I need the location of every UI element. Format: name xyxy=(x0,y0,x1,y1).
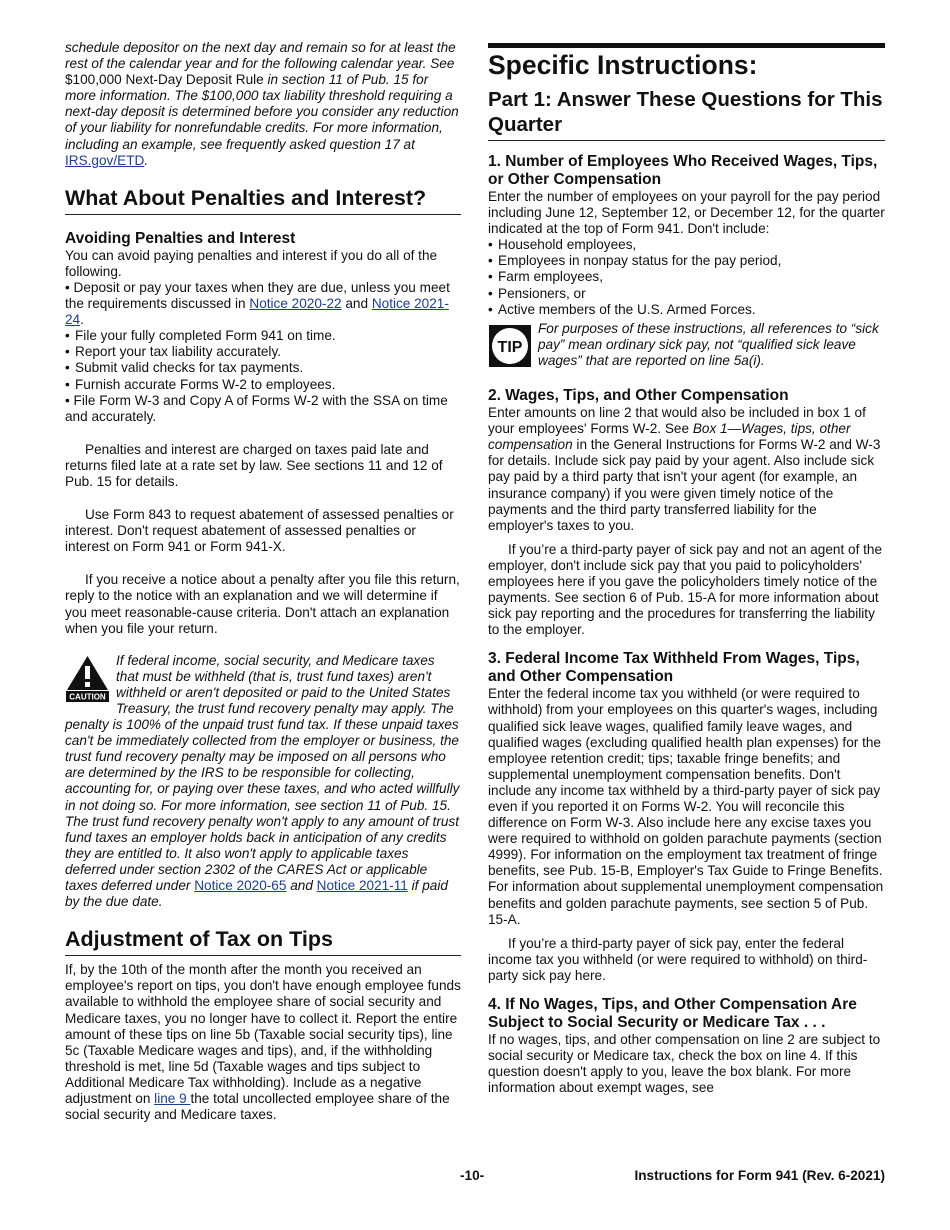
left-column xyxy=(65,40,461,1123)
caution-icon xyxy=(65,654,110,702)
section-3-heading: 3. Federal Income Tax Withheld From Wages, Tips, and Other Compensation xyxy=(488,650,860,686)
line-9-link[interactable]: line 9 xyxy=(154,1090,191,1106)
penalties-paragraph-1: You can avoid paying penalties and interest if you do all of the following. xyxy=(65,247,438,279)
section-1-body: Enter the number of employees on your payroll for the pay period including June 12, September 12, or December 12, for the quarter indicated at the top of Form 941. Don't include: xyxy=(488,189,885,237)
list-item: • Furnish accurate Forms W-2 to employees. xyxy=(65,377,461,393)
caution-label: CAUTION xyxy=(69,692,106,702)
section-2-heading: 2. Wages, Tips, and Other Compensation xyxy=(488,387,789,405)
irs-etd-link[interactable]: IRS.gov/ETD xyxy=(65,152,145,168)
top-rule xyxy=(488,43,885,48)
section-2-body: Enter amounts on line 2 that would also be included in box 1 of your employees' Forms W-2. See Box 1—Wages, tips, other compensation in the General Instructions for Forms W-2 and W-3 for details. Include sick pay paid by your agent. Also include sick pay paid by a third party that isn't your agent (for example, an insurance company) if you were given timely notice of the payments and the third party transferred liability for the employer's taxes to you. xyxy=(488,405,881,533)
notice-2020-65-link[interactable]: Notice 2020-65 xyxy=(194,878,287,894)
list-item: • Employees in nonpay status for the pay period, xyxy=(488,253,885,269)
section-1-heading: 1. Number of Employees Who Received Wages, Tips, or Other Compensation xyxy=(488,153,878,188)
penalties-paragraph-3: Use Form 843 to request abatement of assessed penalties or interest. Don't request abatement of assessed penalties or interest on Form 941 or Form 941-X. xyxy=(65,507,454,555)
tip-label: TIP xyxy=(497,338,523,356)
tip-text: For purposes of these instructions, all references to “sick pay” mean ordinary sick pay, not “qualified sick leave wages” that are reported on line 5a(i). xyxy=(538,320,879,368)
penalties-paragraph-4: If you receive a notice about a penalty after you file this return, reply to the notice with an explanation and we will determine if you meet reasonable-cause criteria. Don't attach an explanation when you file your return. xyxy=(65,572,460,636)
penalties-bullet-deposit: • Deposit or pay your taxes when they are due, unless you meet the requirements discussed in Notice 2020-22 and Notice 2021-24. xyxy=(65,279,450,328)
list-item: • File Form W-3 and Copy A of Forms W-2 with the SSA on time and accurately. xyxy=(65,392,448,424)
notice-2020-22-link[interactable]: Notice 2020-22 xyxy=(249,296,342,312)
section-3-body: Enter the federal income tax you withheld (or were required to withhold) from your employees on this quarter's wages, including qualified sick leave wages, qualified family leave wages, and qualified wages (excluding qualified health plan expenses) for the employee retention credit; tips; taxable fringe benefits; and supplemental unemployment compensation benefits. Don't include any income tax withheld by a third-party payer of sick pay even if you reported it on Forms W-2. You will reconcile this difference on Form W-3. Also include here any excise taxes you were required to withhold on golden parachute payments (section 4999). For information on the employment tax treatment of fringe benefits, see Pub. 15-B, Employer's Tax Guide to Fringe Benefits. For information about supplemental unemployment compensation benefits and golden parachute payments, see section 5 of Pub. 15-A. xyxy=(488,686,884,927)
part-1-heading: Part 1: Answer These Questions for This Quarter xyxy=(488,87,885,141)
intro-paragraph: schedule depositor on the next day and remain so for at least the rest of the calendar year and for the following calendar year. See $100,000 Next-Day Deposit Rule in section 11 of Pub. 15 for more information. The $100,000 tax liability threshold requiring a next-day deposit is determined before you consider any reduction of your liability for nonrefundable credits. For more information, including an example, see frequently asked question 17 at IRS.gov/ETD. xyxy=(65,40,459,168)
right-column xyxy=(488,43,885,1096)
tip-icon xyxy=(488,324,532,368)
caution-text: If federal income, social security, and Medicare taxes that must be withheld (that is, trust fund taxes) aren't withheld or aren't deposited or paid to the United States Treasury, the trust fund recovery penalty may apply. The penalty is 100% of the unpaid trust fund tax. If these unpaid taxes can't be immediately collected from the employer or business, the trust fund recovery penalty may be imposed on all persons who are determined by the IRS to be responsible for collecting, accounting for, or paying over these taxes, and who acted willfully in not doing so. For more information, see section 11 of Pub. 15. The trust fund recovery penalty won't apply to any amount of trust fund taxes an employer holds back in anticipation of any credits they are entitled to. It also won't apply to applicable taxes deferred under section 2302 of the CARES Act or applicable taxes deferred under Notice 2020-65 and Notice 2021-11 if paid by the due date. xyxy=(65,652,460,910)
section-3-paragraph-2: If you’re a third-party payer of sick pay, enter the federal income tax you withheld (or were required to withhold) on third-party sick pay here. xyxy=(488,935,868,983)
list-item: • Active members of the U.S. Armed Forces. xyxy=(488,302,885,318)
list-item: • Household employees, xyxy=(488,237,885,253)
section-4-heading: 4. If No Wages, Tips, and Other Compensation Are Subject to Social Security or Medicare Tax . . . xyxy=(488,996,857,1032)
document-title: Instructions for Form 941 (Rev. 6-2021) xyxy=(634,1168,885,1183)
section-2-paragraph-2: If you’re a third-party payer of sick pay and not an agent of the employer, don't include sick pay that you paid to policyholders' employees here if you gave the policyholders timely notice of the payments. See section 6 of Pub. 15-A for more information about sick pay reporting and the procedures for transferring the liability to the employer. xyxy=(488,541,883,638)
notice-2021-24-link[interactable]: Notice 2021-24 xyxy=(65,296,449,328)
penalties-heading: What About Penalties and Interest? xyxy=(65,186,461,215)
tip-note xyxy=(488,321,885,369)
avoiding-penalties-subheading: Avoiding Penalties and Interest xyxy=(65,229,296,247)
list-item: • Report your tax liability accurately. xyxy=(65,344,461,360)
tips-adjustment-paragraph: If, by the 10th of the month after the month you received an employee's report on tips, you don't have enough employee funds available to withhold the employee share of social security and Medicare taxes, you no longer have to collect it. Report the entire amount of these tips on line 5b (Taxable social security tips), line 5c (Taxable Medicare wages and tips), and, if the withholding threshold is met, line 5d (Taxable wages and tips subject to Additional Medicare Tax withholding). Include as a negative adjustment on line 9 the total uncollected employee share of the social security and Medicare taxes. xyxy=(65,962,461,1123)
specific-instructions-title: Specific Instructions: xyxy=(488,50,758,80)
tips-adjustment-heading: Adjustment of Tax on Tips xyxy=(65,927,461,956)
list-item: • File your fully completed Form 941 on time. xyxy=(65,328,461,344)
caution-note xyxy=(65,653,461,911)
list-item: • Pensioners, or xyxy=(488,286,885,302)
penalties-bullet-list xyxy=(65,328,461,392)
section-1-bullet-list xyxy=(488,237,885,317)
section-4-body: If no wages, tips, and other compensation on line 2 are subject to social security or Medicare tax, check the box on line 4. If this question doesn't apply to you, leave the box blank. For more information about exempt wages, see xyxy=(488,1032,881,1096)
penalties-paragraph-2: Penalties and interest are charged on taxes paid late and returns filed late at a rate set by law. See sections 11 and 12 of Pub. 15 for details. xyxy=(65,441,443,489)
page-number: -10- xyxy=(460,1168,485,1183)
list-item: • Submit valid checks for tax payments. xyxy=(65,360,461,376)
list-item: • Farm employees, xyxy=(488,269,885,285)
notice-2021-11-link[interactable]: Notice 2021-11 xyxy=(316,878,408,894)
